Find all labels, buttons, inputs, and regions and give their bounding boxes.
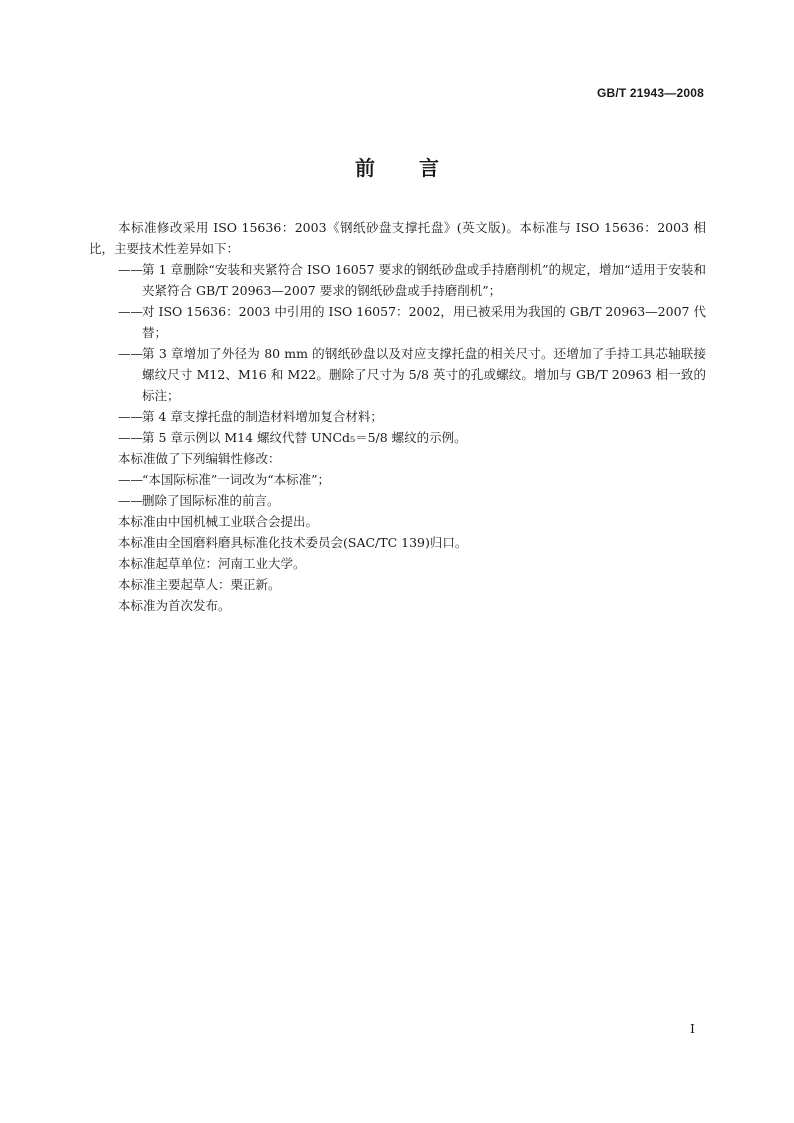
list-item: [89, 406, 706, 427]
list-item: [89, 469, 706, 490]
list-item-text: 第 5 章示例以 M14 螺纹代替 UNCd₅＝5/8 螺纹的示例。: [142, 430, 467, 445]
list-item-text: 对 ISO 15636：2003 中引用的 ISO 16057：2002，用已被采用为我国的 GB/T 20963—2007 代替；: [142, 304, 706, 340]
list-item: [89, 490, 706, 511]
dash-mark: ——: [118, 409, 143, 424]
dash-mark: ——: [118, 262, 143, 277]
page-number: I: [690, 1021, 695, 1036]
page-title: 前言: [355, 156, 483, 180]
list-item: [89, 427, 706, 448]
committee-paragraph: 本标准由全国磨料磨具标准化技术委员会(SAC/TC 139)归口。: [118, 535, 468, 550]
list-item: [89, 301, 706, 343]
dash-mark: ——: [118, 346, 143, 361]
drafting-unit-paragraph: 本标准起草单位：河南工业大学。: [118, 556, 306, 571]
list-item: [89, 259, 706, 301]
document-body: [89, 217, 706, 616]
list-item-text: 第 3 章增加了外径为 80 mm 的钢纸砂盘以及对应支撑托盘的相关尺寸。还增加了手持工具芯轴联接螺纹尺寸 M12、M16 和 M22。删除了尺寸为 5/8 英寸的孔或螺纹。增加与 GB/T 20963 相一致的标注；: [142, 346, 706, 403]
dash-mark: ——: [118, 430, 143, 445]
dash-mark: ——: [118, 493, 143, 508]
proposer-paragraph: 本标准由中国机械工业联合会提出。: [118, 514, 319, 529]
list-item-text: 第 1 章删除“安装和夹紧符合 ISO 16057 要求的钢纸砂盘或手持磨削机”的规定，增加“适用于安装和夹紧符合 GB/T 20963—2007 要求的钢纸砂盘或手持磨削机”；: [142, 262, 706, 298]
first-release-paragraph: 本标准为首次发布。: [118, 598, 231, 613]
dash-mark: ——: [118, 472, 143, 487]
list-item-text: 删除了国际标准的前言。: [142, 493, 280, 508]
list-item: [89, 343, 706, 406]
drafter-paragraph: 本标准主要起草人：栗正新。: [118, 577, 281, 592]
list-item-text: “本国际标准”一词改为“本标准”；: [142, 472, 331, 487]
standard-code: GB/T 21943—2008: [596, 86, 704, 100]
list-item-text: 第 4 章支撑托盘的制造材料增加复合材料；: [142, 409, 383, 424]
dash-mark: ——: [118, 304, 143, 319]
editorial-intro: 本标准做了下列编辑性修改：: [118, 451, 281, 466]
intro-paragraph: 本标准修改采用 ISO 15636：2003《钢纸砂盘支撑托盘》(英文版)。本标准与 ISO 15636：2003 相比，主要技术性差异如下：: [89, 220, 706, 256]
